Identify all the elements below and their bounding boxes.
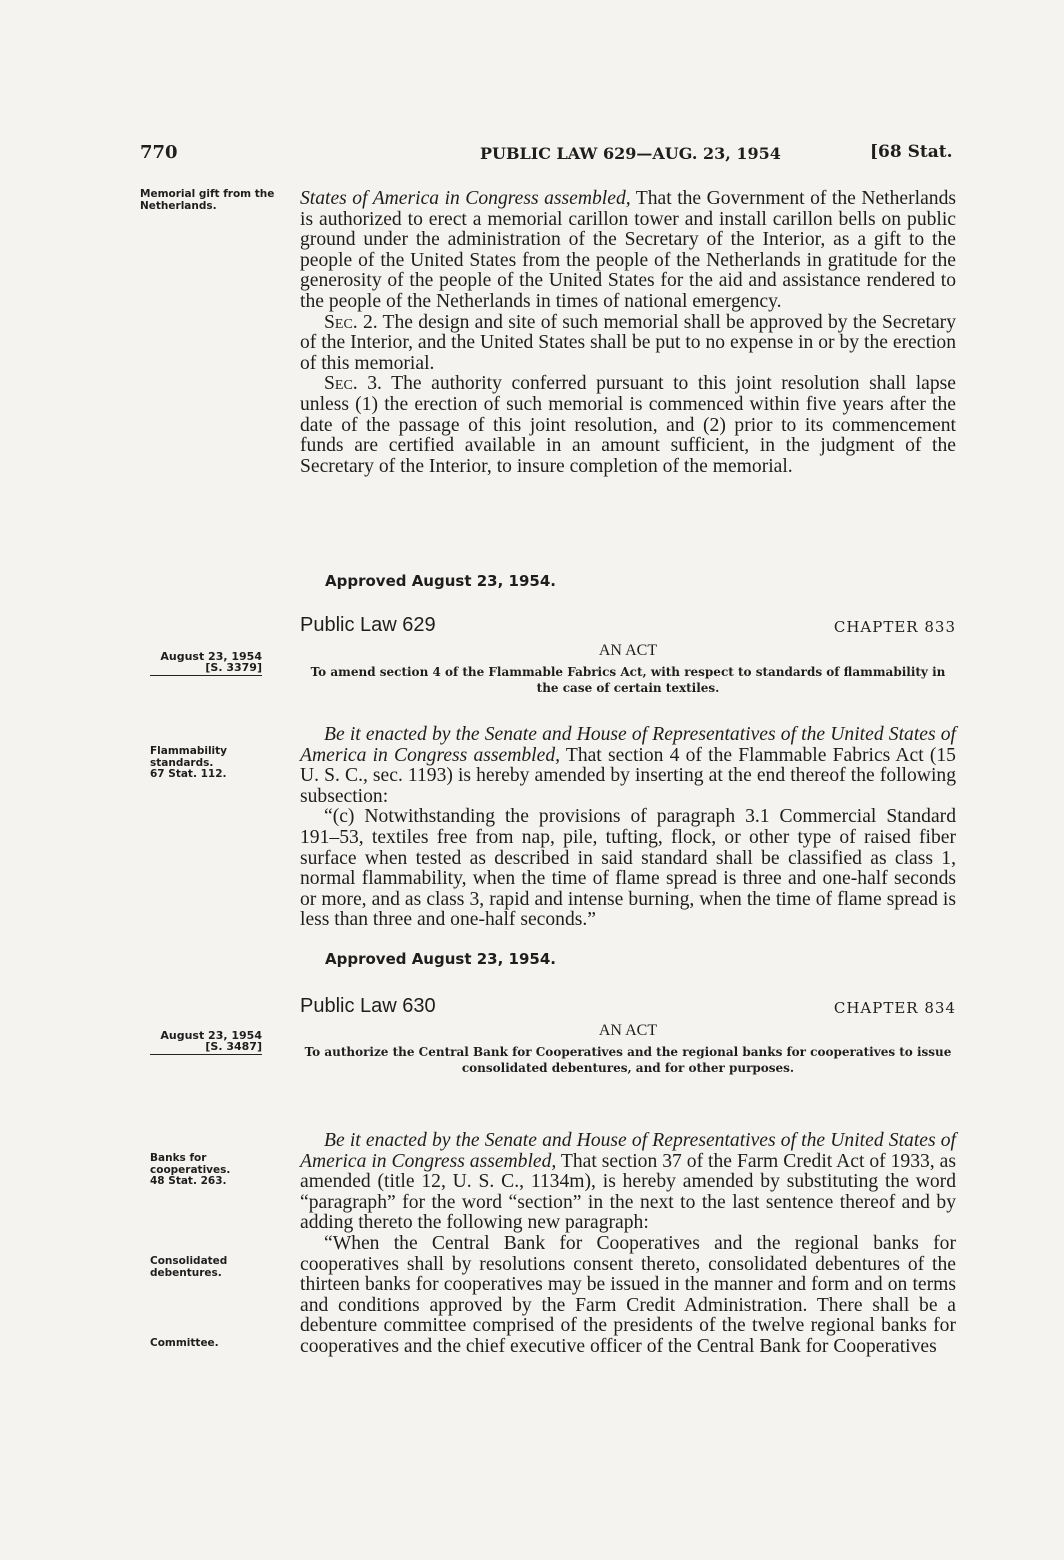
law-629-title: To amend section 4 of the Flammable Fabrics Act, with respect to standards of flammability in the case of certain textiles. [310,665,946,695]
enacting-clause-italic: Be it enacted by the Senate and House of Representatives of the United States of America in Congress assembled, [300,724,956,766]
date-text: August 23, 1954 [160,650,262,663]
page-number: 770 [140,142,178,163]
margin-note-consolidated: Consolidated debentures. [150,1255,228,1279]
paragraph-text: That section 37 of the Farm Credit Act of 1933, as amended (title 12, U. S. C., 1134m), is hereby amended by substituting the word “paragraph” for the word “section” in the next to the last sentence thereof and by adding thereto the following new paragraph: [300,1150,956,1234]
approved-line-1: Approved August 23, 1954. [325,572,556,590]
paragraph-text: That the Government of the Netherlands is authorized to erect a memorial carillon tower and install carillon bells on public ground under the administration of the Secretary of the Interior, as a gift to the people of the United States from the people of the Netherlands in gratitude for the generosity of the people of the United States for the aid and assistance rendered to the people of the Netherlands in times of national emergency. [300,188,956,312]
chapter-number: CHAPTER 834 [833,999,956,1017]
note-cite: 48 Stat. 263. [150,1175,227,1187]
note-text: Flammability standards. [150,745,228,769]
margin-note-banks [150,1153,290,1188]
new-paragraph: “When the Central Bank for Cooperatives and the regional banks for cooperatives shall by resolutions consent thereto, consolidated debentures of the thirteen banks for cooperatives may be issued in the manner and form and on terms and conditions approved by the Farm Credit Administration. There shall be a debenture committee comprised of the presidents of the twelve regional banks for cooperatives and the chief executive officer of the Central Bank for Cooperatives [300,1232,956,1357]
approved-line-2: Approved August 23, 1954. [325,950,556,968]
section-label: Sec. 3. [324,373,382,395]
law-629-body [300,725,956,931]
running-title: PUBLIC LAW 629—AUG. 23, 1954 [480,144,781,163]
margin-note-committee: Committee. [150,1337,219,1349]
date-text: August 23, 1954 [160,1029,262,1042]
bill-number: [S. 3487] [205,1040,262,1053]
margin-note-memorial-gift: Memorial gift from the Netherlands. [140,188,275,212]
law-630-title: To authorize the Central Bank for Cooperatives and the regional banks for cooperatives to issue consolidated debentures, and for other purposes. [304,1045,952,1075]
section-label: Sec. 2. [324,311,378,333]
enacting-clause-italic: Be it enacted by the Senate and House of Representatives of the United States of America in Congress assembled, [300,1130,956,1172]
margin-date-2 [150,1030,262,1055]
law-number: Public Law 630 [300,995,436,1017]
volume-citation: [68 Stat. [870,142,953,162]
law-number: Public Law 629 [300,614,436,636]
note-cite: 67 Stat. 112. [150,768,227,780]
chapter-number: CHAPTER 833 [833,618,956,636]
note-text: Banks for cooperatives. [150,1152,231,1176]
law-630-body [300,1131,956,1358]
margin-note-flammability [150,746,290,781]
section-text: The design and site of such memorial shall be approved by the Secretary of the Interior, and the United States shall be put to no expense in or by the erection of this memorial. [300,311,956,374]
section-text: The authority conferred pursuant to this joint resolution shall lapse unless (1) the erection of such memorial is commenced within five years after the date of the passage of this joint resolution, and (2) prior to its commencement funds are certified available in an amount sufficient, in the judgment of the Secretary of the Interior, to insure completion of the memorial. [300,373,956,477]
an-act-label: AN ACT [598,642,658,659]
law-630-heading [300,995,956,1018]
an-act-label: AN ACT [598,1022,658,1039]
subsection-c: “(c) Notwithstanding the provisions of paragraph 3.1 Commercial Standard 191–53, textiles free from nap, pile, tufting, flock, or other type of raised fiber surface when tested as described in said standard shall be classified as class 1, normal flammability, when the time of flame spread is three and one-half seconds or more, and as class 3, rapid and intense burning, when the time of flame spread is less than three and one-half seconds.” [300,806,956,931]
paragraph-text: That section 4 of the Flammable Fabrics Act (15 U. S. C., sec. 1193) is hereby amended by inserting at the end thereof the following subsection: [300,744,956,807]
section-memorial-text [300,189,956,477]
enacting-clause-italic: States of America in Congress assembled, [300,188,631,209]
bill-number: [S. 3379] [205,661,262,674]
margin-date-1 [150,651,262,676]
law-629-heading [300,614,956,637]
